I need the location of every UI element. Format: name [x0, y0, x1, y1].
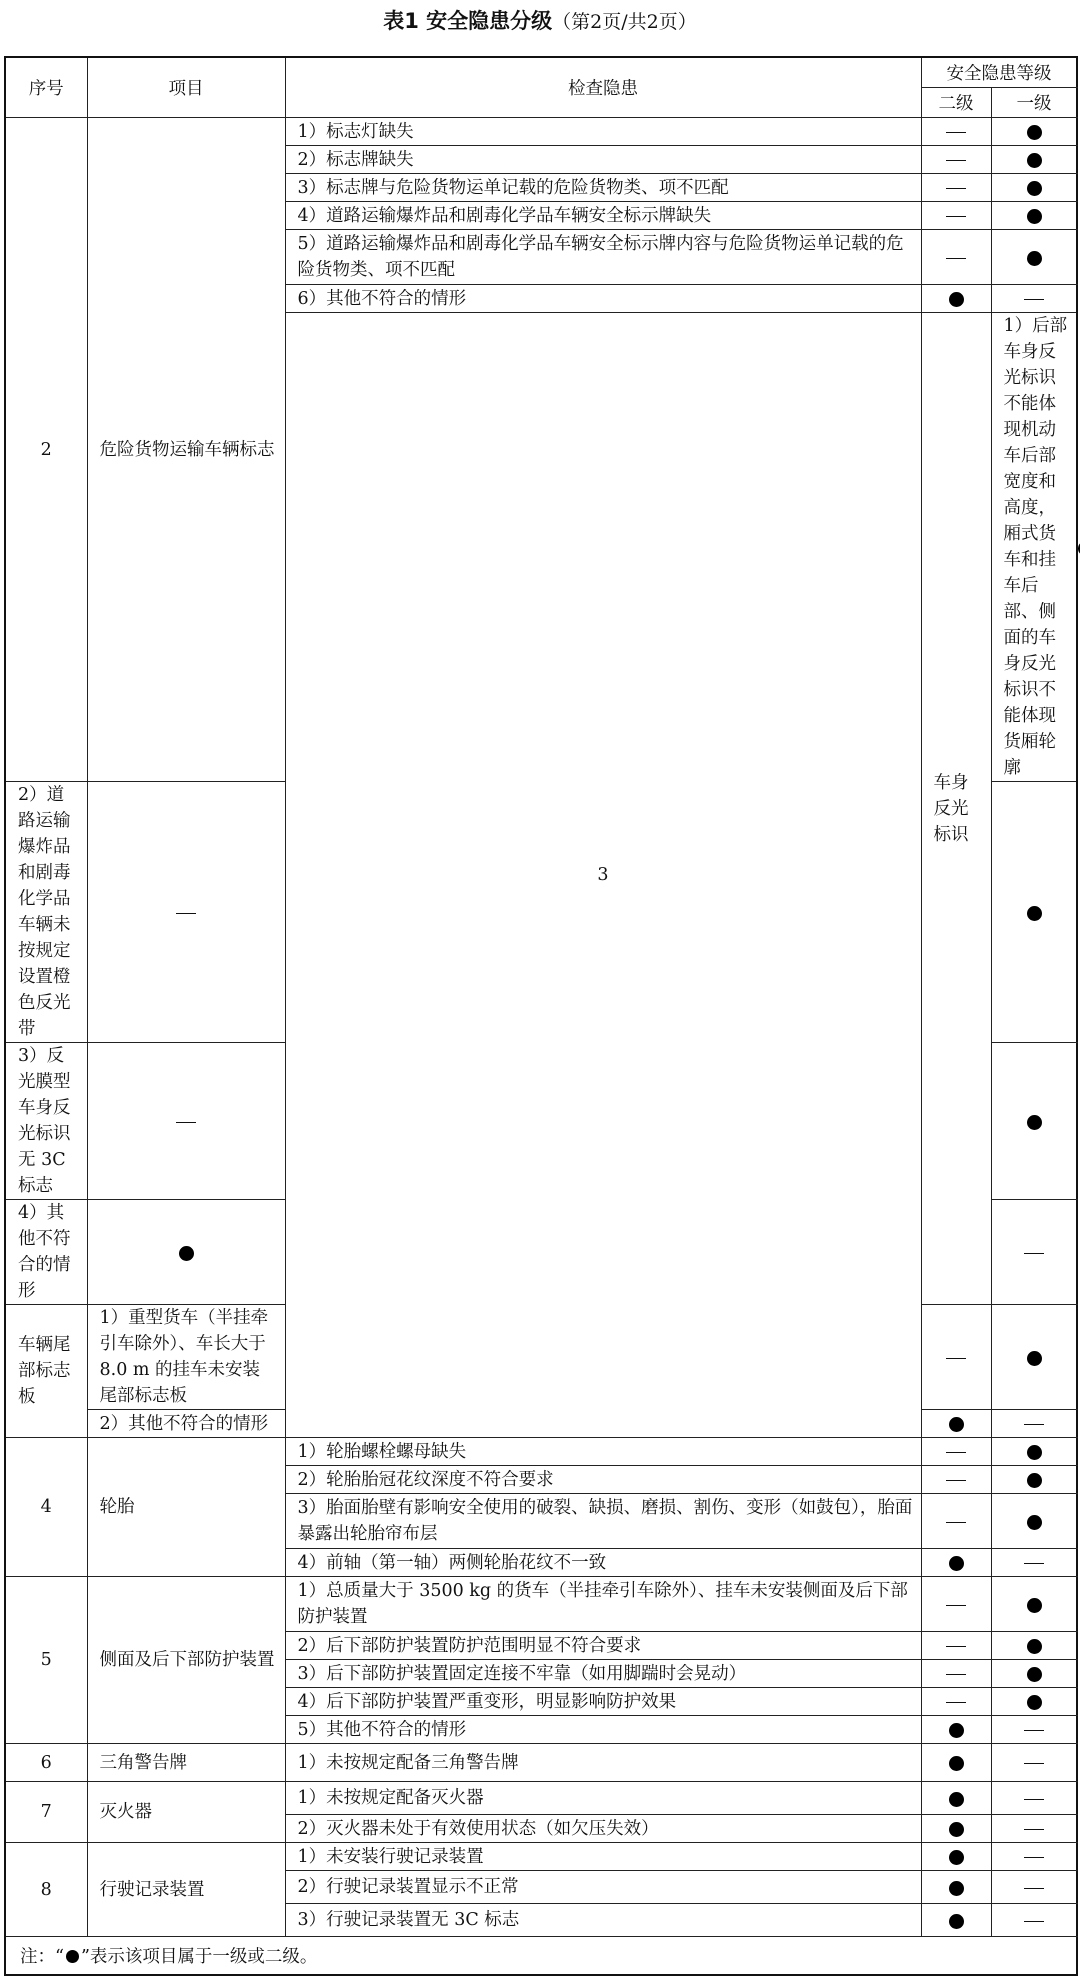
- desc-cell: 6）其他不符合的情形: [285, 285, 921, 313]
- seq-cell: 6: [5, 1744, 87, 1782]
- dash-icon: [946, 160, 966, 161]
- table-title-main: 表1 安全隐患分级: [383, 9, 552, 33]
- level2-cell: [921, 1466, 991, 1494]
- level1-cell: [991, 1716, 1077, 1744]
- header-level-1: 一级: [991, 88, 1077, 118]
- dot-icon: [949, 1723, 964, 1738]
- dot-icon: [66, 1950, 79, 1963]
- desc-cell: 2）道路运输爆炸品和剧毒化学品车辆未按规定设置橙色反光带: [5, 782, 87, 1043]
- level2-cell: [921, 1782, 991, 1815]
- seq-cell: 2: [5, 118, 87, 782]
- dash-icon: [1024, 1424, 1044, 1425]
- desc-cell: 5）道路运输爆炸品和剧毒化学品车辆安全标示牌内容与危险货物运单记载的危险货物类、项不匹配: [285, 230, 921, 285]
- dash-icon: [176, 913, 196, 914]
- level1-cell: [991, 1577, 1077, 1632]
- level1-cell: [991, 285, 1077, 313]
- dash-icon: [946, 258, 966, 259]
- hazard-grading-table: [4, 56, 1078, 1976]
- dot-icon: [949, 1556, 964, 1571]
- dot-icon: [949, 1792, 964, 1807]
- table-row: [5, 1438, 1077, 1466]
- seq-cell: 3: [285, 313, 921, 1438]
- dot-icon: [1027, 1695, 1042, 1710]
- level2-cell: [921, 1632, 991, 1660]
- level2-cell: [921, 230, 991, 285]
- level1-cell: [991, 1843, 1077, 1871]
- table-row: [5, 1782, 1077, 1815]
- level1-cell: [991, 202, 1077, 230]
- desc-cell: 2）后下部防护装置防护范围明显不符合要求: [285, 1632, 921, 1660]
- level2-cell: [87, 1043, 285, 1200]
- dash-icon: [1024, 1921, 1044, 1922]
- dot-icon: [1027, 125, 1042, 140]
- dash-icon: [946, 132, 966, 133]
- desc-cell: 2）标志牌缺失: [285, 146, 921, 174]
- dash-icon: [1024, 1799, 1044, 1800]
- level2-cell: [921, 1410, 991, 1438]
- level1-cell: [991, 1043, 1077, 1200]
- level2-cell: [921, 1688, 991, 1716]
- item-cell: 车身反光标识: [921, 313, 991, 1305]
- dot-icon: [1027, 209, 1042, 224]
- header-check: 检查隐患: [285, 57, 921, 118]
- desc-cell: 4）后下部防护装置严重变形，明显影响防护效果: [285, 1688, 921, 1716]
- note-suffix: ”表示该项目属于一级或二级。: [81, 1947, 317, 1967]
- level1-cell: [991, 1688, 1077, 1716]
- note-prefix: 注：“: [20, 1947, 64, 1967]
- desc-cell: 1）未按规定配备灭火器: [285, 1782, 921, 1815]
- level2-cell: [921, 1577, 991, 1632]
- level2-cell: [921, 1815, 991, 1843]
- dash-icon: [1024, 1730, 1044, 1731]
- dash-icon: [946, 1480, 966, 1481]
- level1-cell: [991, 1410, 1077, 1438]
- level1-cell: [991, 1632, 1077, 1660]
- desc-cell: 5）其他不符合的情形: [285, 1716, 921, 1744]
- desc-cell: 2）其他不符合的情形: [87, 1410, 285, 1438]
- level2-cell: [921, 1438, 991, 1466]
- level2-cell: [87, 1200, 285, 1305]
- level2-cell: [921, 1716, 991, 1744]
- table-title-page: （第2页/共2页）: [552, 11, 697, 33]
- level1-cell: [991, 1305, 1077, 1410]
- dot-icon: [1027, 1351, 1042, 1366]
- dot-icon: [1027, 1598, 1042, 1613]
- level2-cell: [921, 1549, 991, 1577]
- desc-cell: 1）未安装行驶记录装置: [285, 1843, 921, 1871]
- desc-cell: 1）总质量大于 3500 kg 的货车（半挂牵引车除外）、挂车未安装侧面及后下部防护装置: [285, 1577, 921, 1632]
- level2-cell: [921, 1744, 991, 1782]
- desc-cell: 3）行驶记录装置无 3C 标志: [285, 1904, 921, 1937]
- table-title: [0, 8, 1080, 35]
- dot-icon: [1027, 1639, 1042, 1654]
- dash-icon: [1024, 1763, 1044, 1764]
- header-level-2: 二级: [921, 88, 991, 118]
- dot-icon: [949, 292, 964, 307]
- desc-cell: 1）后部车身反光标识不能体现机动车后部宽度和高度，厢式货车和挂车后部、侧面的车身反光标识不能体现货厢轮廓: [991, 313, 1077, 782]
- dash-icon: [946, 188, 966, 189]
- level1-cell: [991, 1904, 1077, 1937]
- seq-cell: 7: [5, 1782, 87, 1843]
- table-row: [5, 1843, 1077, 1871]
- table-row: [5, 1577, 1077, 1632]
- level2-cell: [921, 118, 991, 146]
- desc-cell: 4）其他不符合的情形: [5, 1200, 87, 1305]
- level1-cell: [991, 1494, 1077, 1549]
- dot-icon: [1027, 153, 1042, 168]
- desc-cell: 3）反光膜型车身反光标识无 3C 标志: [5, 1043, 87, 1200]
- dash-icon: [946, 1674, 966, 1675]
- dot-icon: [1027, 251, 1042, 266]
- desc-cell: 1）未按规定配备三角警告牌: [285, 1744, 921, 1782]
- dot-icon: [949, 1881, 964, 1896]
- dash-icon: [946, 1646, 966, 1647]
- dot-icon: [1027, 1667, 1042, 1682]
- level1-cell: [991, 1660, 1077, 1688]
- level1-cell: [991, 1744, 1077, 1782]
- dot-icon: [1027, 181, 1042, 196]
- table-row: [5, 1744, 1077, 1782]
- level2-cell: [921, 1843, 991, 1871]
- level1-cell: [991, 174, 1077, 202]
- level2-cell: [921, 285, 991, 313]
- dot-icon: [949, 1417, 964, 1432]
- level2-cell: [87, 782, 285, 1043]
- seq-cell: 8: [5, 1843, 87, 1937]
- dash-icon: [946, 1452, 966, 1453]
- desc-cell: 1）标志灯缺失: [285, 118, 921, 146]
- desc-cell: 1）轮胎螺栓螺母缺失: [285, 1438, 921, 1466]
- item-cell: 车辆尾部标志板: [5, 1305, 87, 1438]
- dash-icon: [1024, 1888, 1044, 1889]
- desc-cell: 4）前轴（第一轴）两侧轮胎花纹不一致: [285, 1549, 921, 1577]
- dot-icon: [1027, 1445, 1042, 1460]
- dash-icon: [1024, 1253, 1044, 1254]
- dot-icon: [949, 1850, 964, 1865]
- desc-cell: 4）道路运输爆炸品和剧毒化学品车辆安全标示牌缺失: [285, 202, 921, 230]
- level1-cell: [991, 1815, 1077, 1843]
- level1-cell: [991, 230, 1077, 285]
- level1-cell: [991, 118, 1077, 146]
- dash-icon: [1024, 1857, 1044, 1858]
- seq-cell: 4: [5, 1438, 87, 1577]
- desc-cell: 2）行驶记录装置显示不正常: [285, 1871, 921, 1904]
- desc-cell: 3）标志牌与危险货物运单记载的危险货物类、项不匹配: [285, 174, 921, 202]
- dash-icon: [1024, 1829, 1044, 1830]
- dash-icon: [946, 1605, 966, 1606]
- level2-cell: [921, 1871, 991, 1904]
- dash-icon: [946, 216, 966, 217]
- level2-cell: [921, 1660, 991, 1688]
- level2-cell: [921, 174, 991, 202]
- seq-cell: 5: [5, 1577, 87, 1744]
- table-row: [5, 118, 1077, 146]
- dash-icon: [1024, 299, 1044, 300]
- dash-icon: [946, 1358, 966, 1359]
- level1-cell: [991, 1871, 1077, 1904]
- dash-icon: [946, 1522, 966, 1523]
- level2-cell: [921, 1305, 991, 1410]
- level2-cell: [921, 202, 991, 230]
- item-cell: 侧面及后下部防护装置: [87, 1577, 285, 1744]
- header-item: 项目: [87, 57, 285, 118]
- header-seq: 序号: [5, 57, 87, 118]
- level1-cell: [991, 782, 1077, 1043]
- dot-icon: [949, 1756, 964, 1771]
- item-cell: 轮胎: [87, 1438, 285, 1577]
- desc-cell: 3）胎面胎壁有影响安全使用的破裂、缺损、磨损、割伤、变形（如鼓包），胎面暴露出轮胎帘布层: [285, 1494, 921, 1549]
- note-row: [5, 1937, 1077, 1976]
- level2-cell: [921, 1904, 991, 1937]
- table-note: [5, 1937, 1077, 1976]
- level1-cell: [991, 1466, 1077, 1494]
- level1-cell: [991, 1549, 1077, 1577]
- desc-cell: 2）灭火器未处于有效使用状态（如欠压失效）: [285, 1815, 921, 1843]
- level1-cell: [991, 1438, 1077, 1466]
- dot-icon: [1027, 1515, 1042, 1530]
- dot-icon: [1027, 1473, 1042, 1488]
- dot-icon: [949, 1914, 964, 1929]
- dash-icon: [946, 1702, 966, 1703]
- dot-icon: [179, 1246, 194, 1261]
- level1-cell: [991, 1782, 1077, 1815]
- dash-icon: [176, 1122, 196, 1123]
- dot-icon: [1027, 1115, 1042, 1130]
- level2-cell: [921, 146, 991, 174]
- dot-icon: [949, 1822, 964, 1837]
- item-cell: 行驶记录装置: [87, 1843, 285, 1937]
- desc-cell: 3）后下部防护装置固定连接不牢靠（如用脚踹时会晃动）: [285, 1660, 921, 1688]
- level1-cell: [991, 1200, 1077, 1305]
- header-level: 安全隐患等级: [921, 57, 1077, 88]
- desc-cell: 2）轮胎胎冠花纹深度不符合要求: [285, 1466, 921, 1494]
- desc-cell: 1）重型货车（半挂牵引车除外）、车长大于 8.0 m 的挂车未安装尾部标志板: [87, 1305, 285, 1410]
- dot-icon: [1027, 906, 1042, 921]
- item-cell: 灭火器: [87, 1782, 285, 1843]
- level1-cell: [991, 146, 1077, 174]
- item-cell: 三角警告牌: [87, 1744, 285, 1782]
- dash-icon: [1024, 1563, 1044, 1564]
- item-cell: 危险货物运输车辆标志: [87, 118, 285, 782]
- level2-cell: [921, 1494, 991, 1549]
